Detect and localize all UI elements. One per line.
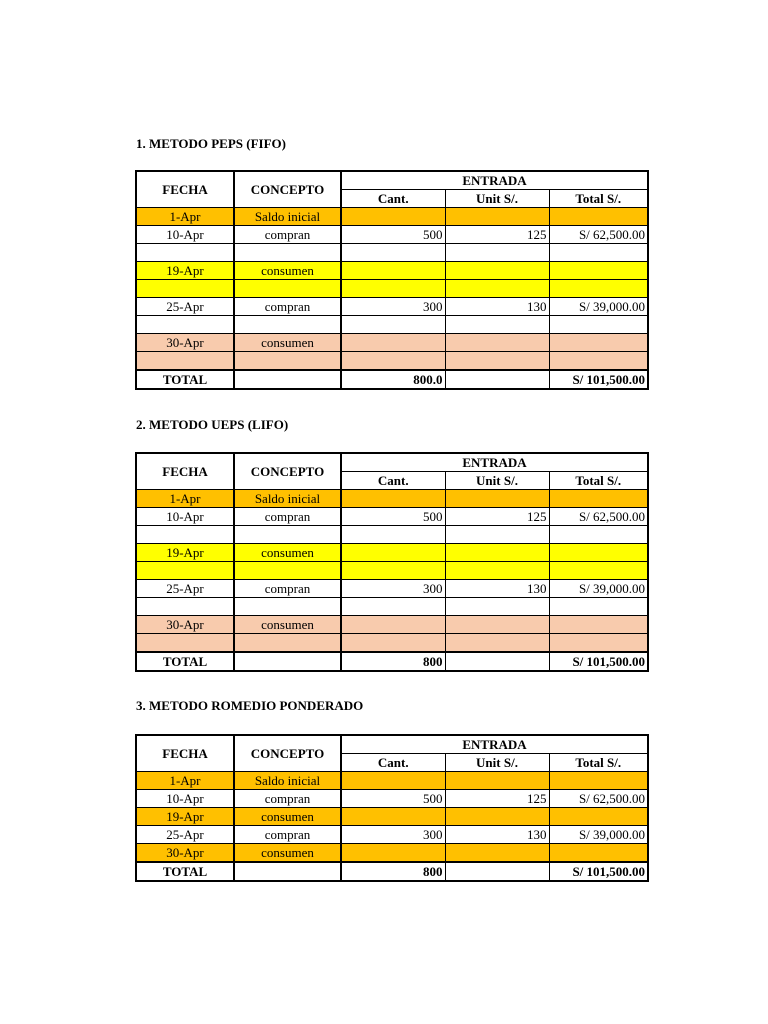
cell-concepto: consumen [234,808,341,826]
cell-total [549,316,648,334]
header-cant: Cant. [341,190,445,208]
section-title: 3. METODO ROMEDIO PONDERADO [136,698,364,713]
cell-cant [341,262,445,280]
total-concepto [234,370,341,389]
header-total: Total S/. [549,754,648,772]
total-cant: 800 [341,862,445,881]
total-unit [445,652,549,671]
table-row [136,808,648,826]
header-entrada: ENTRADA [341,171,648,190]
cell-total [549,490,648,508]
cell-concepto: compran [234,508,341,526]
header-unit: Unit S/. [445,754,549,772]
total-amount: S/ 101,500.00 [549,370,648,389]
cell-fecha [136,634,234,653]
cell-unit [445,562,549,580]
cell-concepto: compran [234,298,341,316]
cell-unit [445,352,549,371]
cell-concepto: consumen [234,334,341,352]
cell-fecha: 19-Apr [136,808,234,826]
total-unit [445,370,549,389]
cell-fecha: 19-Apr [136,544,234,562]
cell-cant [341,244,445,262]
header-total: Total S/. [549,472,648,490]
total-row [136,862,648,881]
cell-total [549,208,648,226]
total-label: TOTAL [136,652,234,671]
cell-cant: 500 [341,508,445,526]
total-concepto [234,652,341,671]
cell-cant [341,598,445,616]
cell-fecha: 25-Apr [136,826,234,844]
header-concepto: CONCEPTO [234,453,341,490]
cell-fecha [136,526,234,544]
table-row [136,562,648,580]
cell-unit [445,280,549,298]
table-row [136,244,648,262]
header-fecha: FECHA [136,735,234,772]
table-body [136,772,648,882]
header-cant: Cant. [341,472,445,490]
cell-unit [445,544,549,562]
total-row [136,370,648,389]
cell-cant: 500 [341,790,445,808]
table-body [136,490,648,672]
cell-fecha: 30-Apr [136,334,234,352]
cell-total [549,634,648,653]
table-row [136,526,648,544]
cell-unit: 125 [445,790,549,808]
section-title: 1. METODO PEPS (FIFO) [136,136,286,151]
header-concepto: CONCEPTO [234,735,341,772]
cell-fecha [136,316,234,334]
inventory-table [135,170,649,390]
cell-unit: 125 [445,226,549,244]
cell-concepto: compran [234,790,341,808]
table-row [136,772,648,790]
header-fecha: FECHA [136,171,234,208]
cell-fecha [136,598,234,616]
inventory-table [135,452,649,672]
total-unit [445,862,549,881]
cell-unit [445,526,549,544]
table-header [136,171,648,208]
cell-total [549,334,648,352]
cell-cant [341,208,445,226]
table-row [136,352,648,371]
header-unit: Unit S/. [445,472,549,490]
cell-concepto [234,280,341,298]
cell-unit [445,316,549,334]
total-label: TOTAL [136,370,234,389]
cell-unit [445,208,549,226]
table-row [136,616,648,634]
cell-fecha: 1-Apr [136,772,234,790]
cell-total [549,262,648,280]
cell-cant [341,562,445,580]
header-fecha: FECHA [136,453,234,490]
cell-concepto: compran [234,580,341,598]
cell-concepto [234,316,341,334]
table-body [136,208,648,390]
cell-fecha [136,244,234,262]
cell-concepto [234,352,341,371]
cell-total: S/ 39,000.00 [549,580,648,598]
cell-unit [445,334,549,352]
table-row [136,490,648,508]
cell-fecha: 1-Apr [136,490,234,508]
cell-fecha: 25-Apr [136,298,234,316]
cell-concepto: Saldo inicial [234,208,341,226]
cell-fecha: 10-Apr [136,790,234,808]
cell-fecha: 25-Apr [136,580,234,598]
cell-unit: 130 [445,580,549,598]
section-title: 2. METODO UEPS (LIFO) [136,417,289,432]
cell-cant [341,544,445,562]
header-unit: Unit S/. [445,190,549,208]
total-label: TOTAL [136,862,234,881]
header-cant: Cant. [341,754,445,772]
header-concepto: CONCEPTO [234,171,341,208]
table-row [136,580,648,598]
cell-concepto [234,526,341,544]
cell-total [549,280,648,298]
table-header [136,735,648,772]
cell-cant: 300 [341,826,445,844]
cell-cant [341,526,445,544]
cell-cant [341,808,445,826]
cell-unit [445,598,549,616]
table-row [136,262,648,280]
cell-unit [445,634,549,653]
cell-unit [445,244,549,262]
cell-concepto: compran [234,226,341,244]
cell-cant [341,844,445,863]
cell-total [549,616,648,634]
cell-unit [445,616,549,634]
inventory-table [135,734,649,882]
table-row [136,280,648,298]
cell-total [549,844,648,863]
cell-fecha [136,562,234,580]
cell-total [549,772,648,790]
cell-fecha: 30-Apr [136,844,234,863]
cell-cant: 300 [341,298,445,316]
cell-unit: 130 [445,298,549,316]
cell-fecha [136,352,234,371]
cell-cant [341,616,445,634]
cell-unit [445,844,549,863]
cell-fecha: 19-Apr [136,262,234,280]
cell-cant: 300 [341,580,445,598]
cell-unit: 130 [445,826,549,844]
cell-total [549,598,648,616]
cell-total [549,244,648,262]
cell-total [549,562,648,580]
cell-total [549,352,648,371]
cell-unit [445,262,549,280]
table-header [136,453,648,490]
cell-total [549,526,648,544]
table-row [136,826,648,844]
cell-cant [341,316,445,334]
cell-cant [341,352,445,371]
cell-total: S/ 62,500.00 [549,790,648,808]
total-cant: 800 [341,652,445,671]
cell-total [549,544,648,562]
table-row [136,598,648,616]
total-amount: S/ 101,500.00 [549,652,648,671]
total-row [136,652,648,671]
table-row [136,790,648,808]
cell-concepto [234,634,341,653]
table-row [136,508,648,526]
cell-fecha: 10-Apr [136,226,234,244]
cell-unit [445,490,549,508]
cell-unit: 125 [445,508,549,526]
cell-concepto: compran [234,826,341,844]
cell-cant [341,280,445,298]
header-total: Total S/. [549,190,648,208]
cell-total [549,808,648,826]
cell-cant [341,490,445,508]
cell-cant [341,772,445,790]
cell-concepto: consumen [234,544,341,562]
cell-total: S/ 62,500.00 [549,226,648,244]
cell-unit [445,772,549,790]
cell-total: S/ 39,000.00 [549,826,648,844]
cell-concepto: Saldo inicial [234,490,341,508]
table-row [136,634,648,653]
cell-cant [341,634,445,653]
cell-total: S/ 39,000.00 [549,298,648,316]
total-cant: 800.0 [341,370,445,389]
cell-unit [445,808,549,826]
table-row [136,844,648,863]
cell-concepto: consumen [234,616,341,634]
table-row [136,208,648,226]
total-concepto [234,862,341,881]
cell-cant [341,334,445,352]
cell-fecha: 10-Apr [136,508,234,526]
header-entrada: ENTRADA [341,735,648,754]
table-row [136,226,648,244]
header-entrada: ENTRADA [341,453,648,472]
cell-cant: 500 [341,226,445,244]
cell-concepto: Saldo inicial [234,772,341,790]
cell-concepto [234,598,341,616]
cell-concepto [234,562,341,580]
cell-concepto [234,244,341,262]
cell-fecha [136,280,234,298]
cell-total: S/ 62,500.00 [549,508,648,526]
cell-fecha: 30-Apr [136,616,234,634]
table-row [136,316,648,334]
cell-concepto: consumen [234,262,341,280]
cell-concepto: consumen [234,844,341,863]
cell-fecha: 1-Apr [136,208,234,226]
table-row [136,334,648,352]
table-row [136,298,648,316]
total-amount: S/ 101,500.00 [549,862,648,881]
table-row [136,544,648,562]
